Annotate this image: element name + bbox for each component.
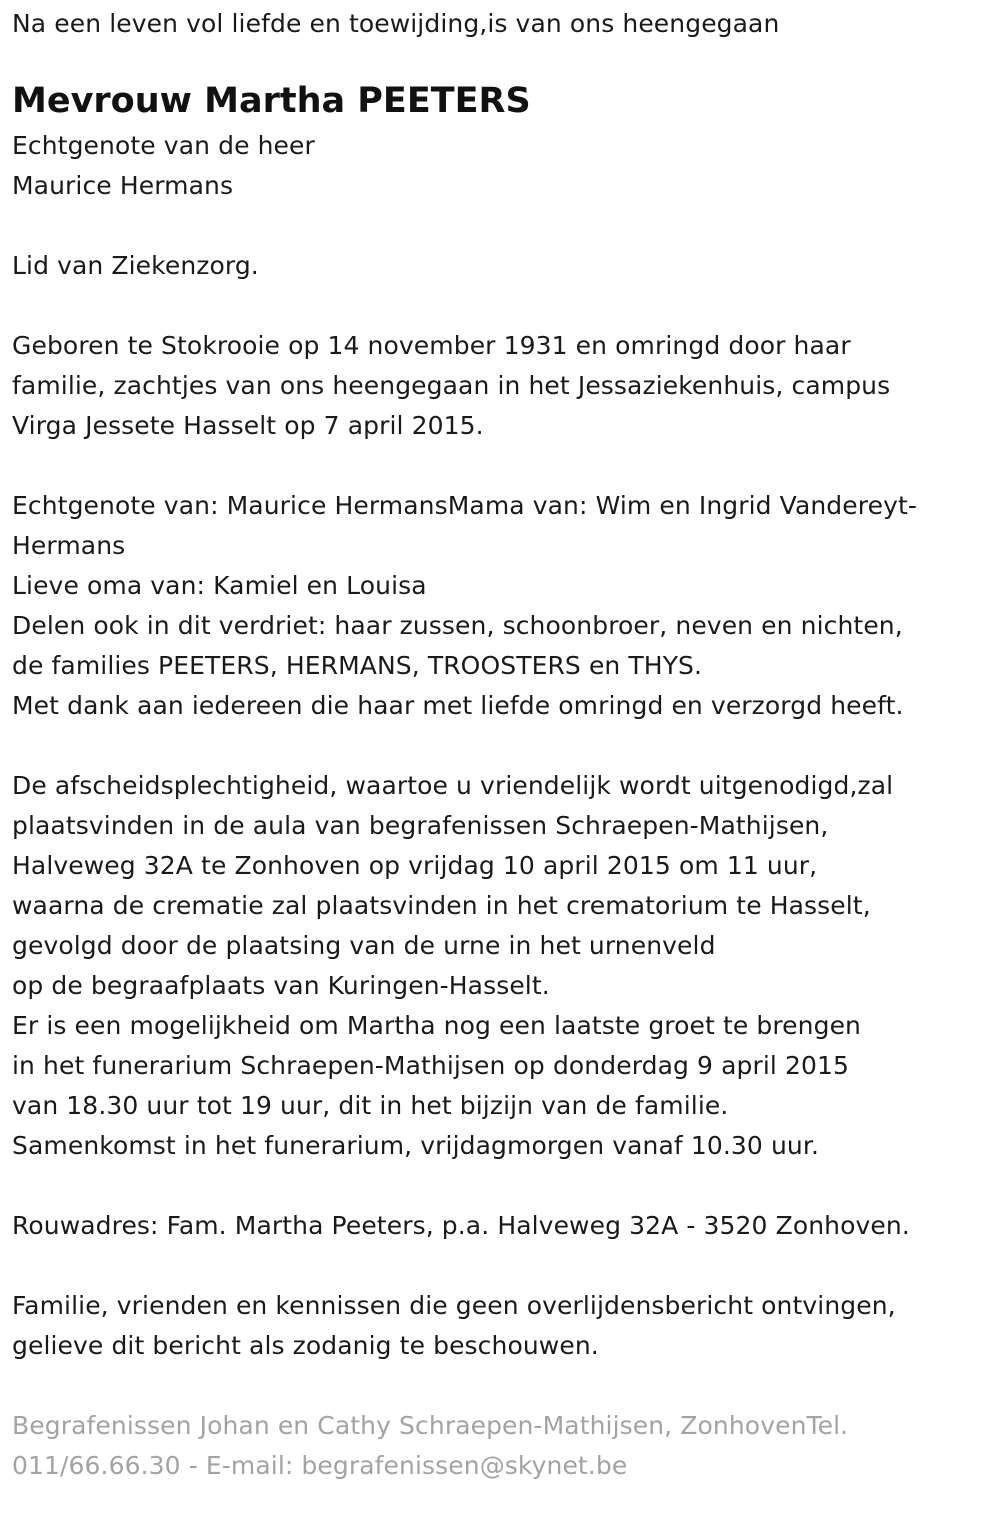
ceremony-line: in het funerarium Schraepen-Mathijsen op donderdag 9 april 2015	[12, 1051, 850, 1080]
ceremony-line: De afscheidsplechtigheid, waartoe u vriendelijk wordt uitgenodigd,zal	[12, 771, 894, 800]
notice-section	[12, 1286, 988, 1366]
ceremony-line: Samenkomst in het funerarium, vrijdagmorgen vanaf 10.30 uur.	[12, 1131, 819, 1160]
family-section	[12, 486, 988, 726]
family-line: Echtgenote van: Maurice HermansMama van: Wim en Ingrid Vandereyt-	[12, 491, 917, 520]
footer-line: 011/66.66.30 - E-mail: begrafenissen@skynet.be	[12, 1451, 628, 1480]
ceremony-line: op de begraafplaats van Kuringen-Hasselt.	[12, 971, 550, 1000]
ceremony-line: plaatsvinden in de aula van begrafenissen Schraepen-Mathijsen,	[12, 811, 829, 840]
deceased-name-heading: Mevrouw Martha PEETERS	[12, 81, 531, 121]
notice-line: Familie, vrienden en kennissen die geen overlijdensbericht ontvingen,	[12, 1291, 896, 1320]
family-line: de families PEETERS, HERMANS, TROOSTERS en THYS.	[12, 651, 703, 680]
footer-line: Begrafenissen Johan en Cathy Schraepen-Mathijsen, ZonhovenTel.	[12, 1411, 849, 1440]
family-line: Lieve oma van: Kamiel en Louisa	[12, 571, 427, 600]
paragraph-gap	[12, 286, 988, 326]
paragraph-gap	[12, 726, 988, 766]
spouse-section	[12, 126, 988, 206]
obituary-document	[0, 4, 1000, 1514]
paragraph-gap	[12, 1366, 988, 1406]
birth-line: Geboren te Stokrooie op 14 november 1931 en omringd door haar	[12, 331, 851, 360]
mourning-address: Rouwadres: Fam. Martha Peeters, p.a. Halveweg 32A - 3520 Zonhoven.	[12, 1211, 910, 1240]
intro-line: Na een leven vol liefde en toewijding,is van ons heengegaan	[12, 9, 780, 38]
family-line: Delen ook in dit verdriet: haar zussen, schoonbroer, neven en nichten,	[12, 611, 903, 640]
ceremony-line: van 18.30 uur tot 19 uur, dit in het bijzijn van de familie.	[12, 1091, 729, 1120]
spouse-line: Echtgenote van de heer	[12, 131, 315, 160]
family-line: Hermans	[12, 531, 126, 560]
birth-line: Virga Jessete Hasselt op 7 april 2015.	[12, 411, 484, 440]
spouse-line: Maurice Hermans	[12, 171, 234, 200]
ceremony-line: gevolgd door de plaatsing van de urne in het urnenveld	[12, 931, 716, 960]
ceremony-section	[12, 766, 988, 1166]
family-line: Met dank aan iedereen die haar met liefde omringd en verzorgd heeft.	[12, 691, 904, 720]
birth-section	[12, 326, 988, 446]
ceremony-line: waarna de crematie zal plaatsvinden in het crematorium te Hasselt,	[12, 891, 871, 920]
funeral-home-footer	[12, 1406, 988, 1486]
paragraph-gap	[12, 206, 988, 246]
ceremony-line: Halveweg 32A te Zonhoven op vrijdag 10 april 2015 om 11 uur,	[12, 851, 818, 880]
paragraph-gap	[12, 1246, 988, 1286]
notice-line: gelieve dit bericht als zodanig te beschouwen.	[12, 1331, 599, 1360]
paragraph-gap	[12, 446, 988, 486]
ceremony-line: Er is een mogelijkheid om Martha nog een laatste groet te brengen	[12, 1011, 861, 1040]
paragraph-gap	[12, 1166, 988, 1206]
birth-line: familie, zachtjes van ons heengegaan in het Jessaziekenhuis, campus	[12, 371, 891, 400]
membership-line: Lid van Ziekenzorg.	[12, 251, 259, 280]
